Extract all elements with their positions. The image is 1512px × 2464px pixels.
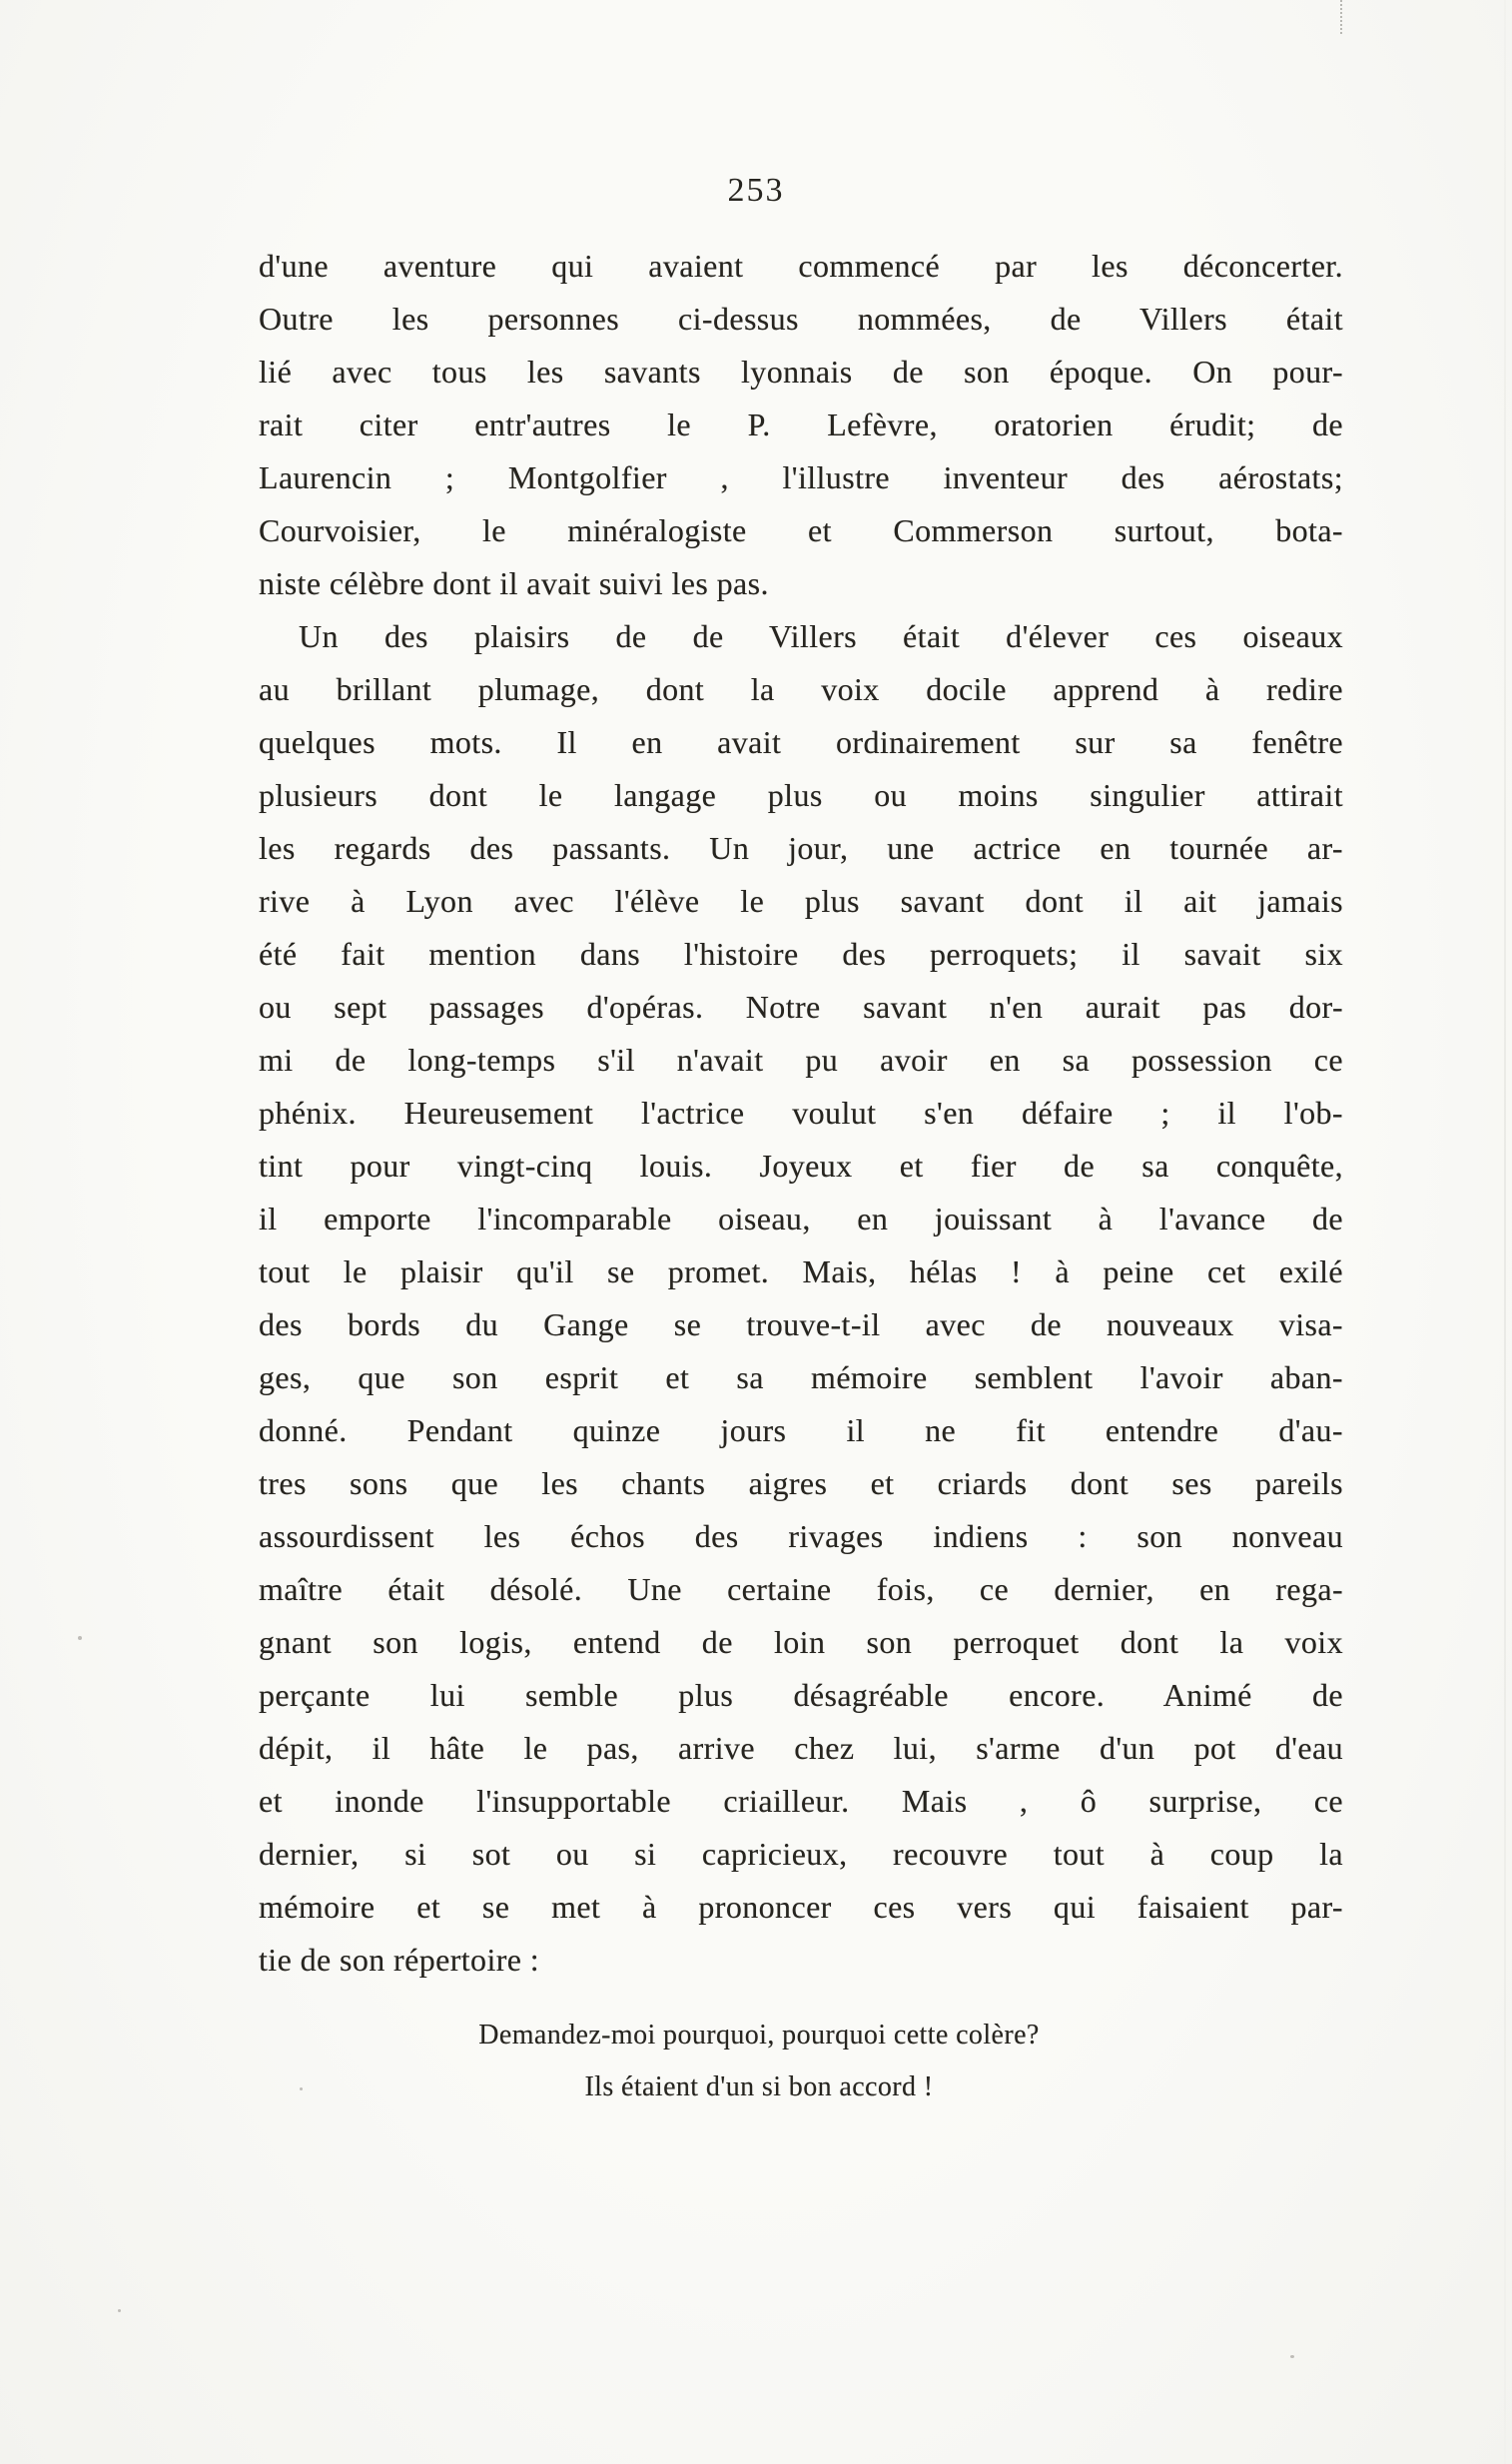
text-line: tie de son répertoire :: [259, 1942, 540, 1978]
verse-line: Ils étaient d'un si bon accord !: [584, 2071, 934, 2102]
text-line: maître était désolé. Une certaine fois, ce dernier, en rega-: [259, 1571, 1343, 1607]
text-line: rait citer entr'autres le P. Lefèvre, oratorien érudit; de: [259, 407, 1343, 442]
text-line: lié avec tous les savants lyonnais de son époque. On pour-: [259, 354, 1343, 390]
page-number: 253: [727, 172, 785, 209]
text-line: perçante lui semble plus désagréable encore. Animé de: [259, 1677, 1343, 1713]
text-line: Courvoisier, le minéralogiste et Commerson surtout, bota-: [259, 512, 1343, 548]
text-line: donné. Pendant quinze jours il ne fit entendre d'au-: [259, 1412, 1343, 1448]
text-line: niste célèbre dont il avait suivi les pas.: [259, 565, 769, 601]
scan-speck: [78, 1636, 82, 1640]
paragraph: [259, 610, 1343, 1987]
text-line: dépit, il hâte le pas, arrive chez lui, s'arme d'un pot d'eau: [259, 1730, 1343, 1766]
text-line: et inonde l'insupportable criailleur. Mais , ô surprise, ce: [259, 1783, 1343, 1819]
text-line: ou sept passages d'opéras. Notre savant n'en aurait pas dor-: [259, 989, 1343, 1025]
text-line: tout le plaisir qu'il se promet. Mais, hélas ! à peine cet exilé: [259, 1253, 1343, 1289]
paragraph: [259, 240, 1343, 610]
verse-line: Demandez-moi pourquoi, pourquoi cette colère?: [478, 2020, 1040, 2051]
page-text: [259, 240, 1343, 1987]
text-line: tint pour vingt-cinq louis. Joyeux et fier de sa conquête,: [259, 1148, 1343, 1184]
text-line: Outre les personnes ci-dessus nommées, de Villers était: [259, 301, 1343, 337]
text-line: quelques mots. Il en avait ordinairement sur sa fenêtre: [259, 724, 1343, 760]
scan-artifact-dotted-line: [1340, 0, 1342, 34]
text-line: dernier, si sot ou si capricieux, recouvre tout à coup la: [259, 1836, 1343, 1872]
text-line: les regards des passants. Un jour, une actrice en tournée ar-: [259, 830, 1343, 866]
text-line: des bords du Gange se trouve-t-il avec de nouveaux visa-: [259, 1306, 1343, 1342]
text-line: il emporte l'incomparable oiseau, en jouissant à l'avance de: [259, 1201, 1343, 1236]
text-line: rive à Lyon avec l'élève le plus savant dont il ait jamais: [259, 883, 1343, 919]
scan-speck: [118, 2309, 121, 2312]
text-line: phénix. Heureusement l'actrice voulut s'en défaire ; il l'ob-: [259, 1095, 1343, 1131]
text-line: tres sons que les chants aigres et criards dont ses pareils: [259, 1465, 1343, 1501]
scan-artifact-page-edge: [1504, 0, 1506, 2464]
text-line: mémoire et se met à prononcer ces vers qui faisaient par-: [259, 1889, 1343, 1925]
text-line: plusieurs dont le langage plus ou moins singulier attirait: [259, 777, 1343, 813]
text-line: au brillant plumage, dont la voix docile apprend à redire: [259, 671, 1343, 707]
verse-quote: [230, 2010, 1288, 2113]
text-line: assourdissent les échos des rivages indiens : son nonveau: [259, 1518, 1343, 1554]
scan-speck: [1290, 2355, 1294, 2358]
text-line: d'une aventure qui avaient commencé par les déconcerter.: [259, 248, 1343, 284]
text-line: Laurencin ; Montgolfier , l'illustre inventeur des aérostats;: [259, 459, 1343, 495]
text-line: été fait mention dans l'histoire des perroquets; il savait six: [259, 936, 1343, 972]
text-line: mi de long-temps s'il n'avait pu avoir en sa possession ce: [259, 1042, 1343, 1078]
text-line: ges, que son esprit et sa mémoire semblent l'avoir aban-: [259, 1359, 1343, 1395]
text-line: gnant son logis, entend de loin son perroquet dont la voix: [259, 1624, 1343, 1660]
text-line: Un des plaisirs de de Villers était d'élever ces oiseaux: [299, 618, 1343, 654]
